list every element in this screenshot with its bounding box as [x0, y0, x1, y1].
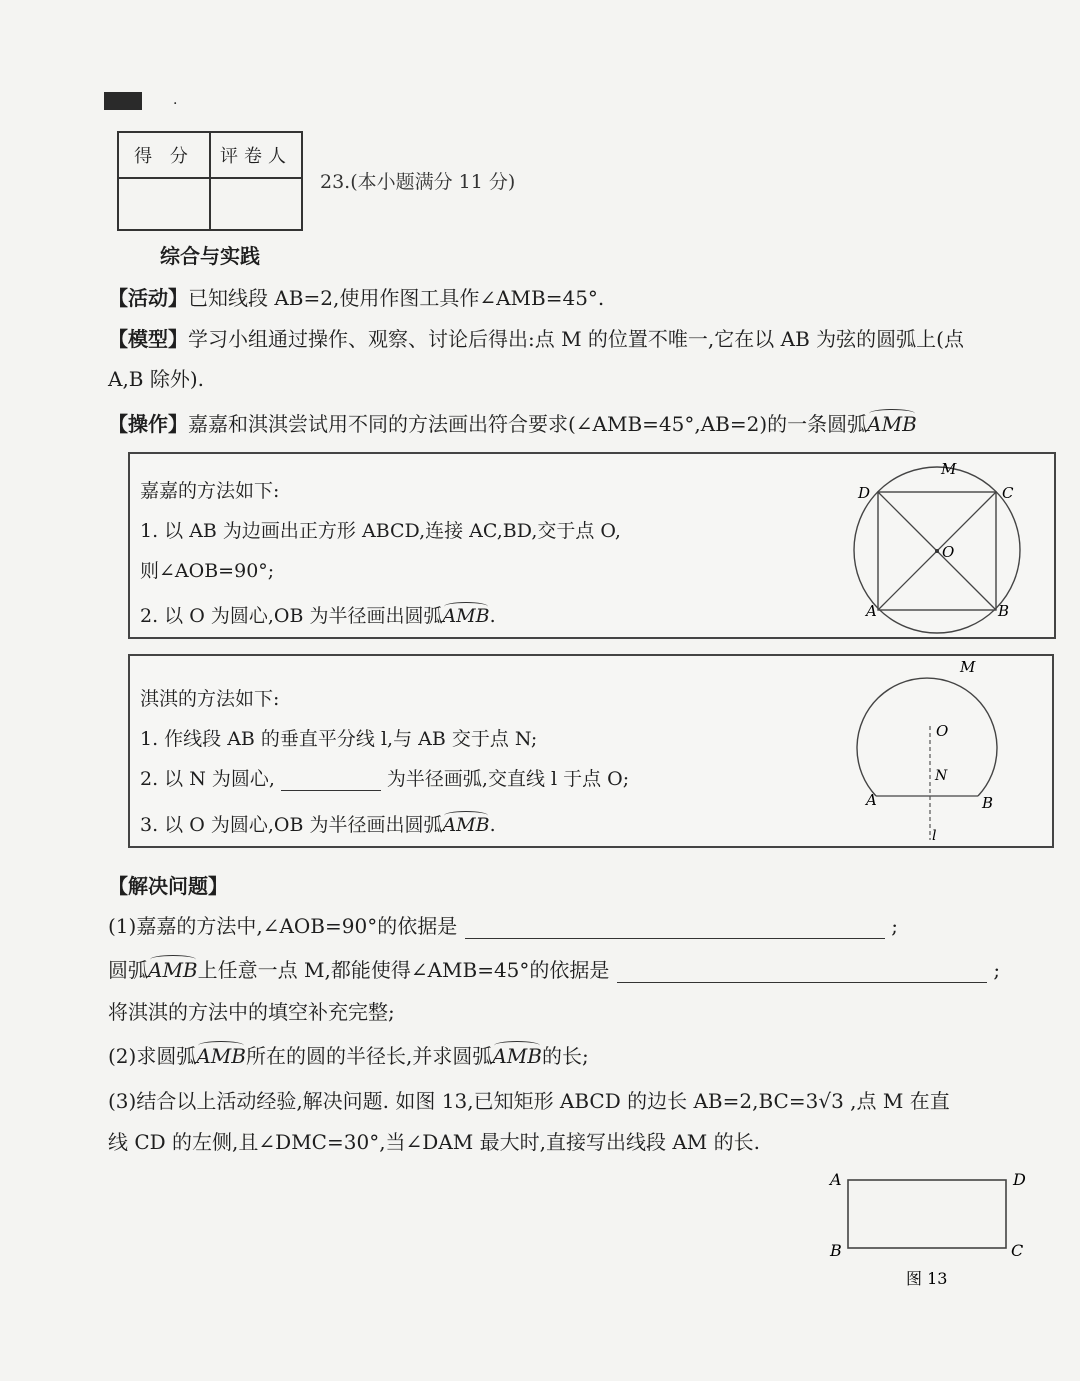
model-tag: 【模型】 [108, 327, 188, 351]
model-text-1: 学习小组通过操作、观察、讨论后得出:点 M 的位置不唯一,它在以 AB 为弦的圆弧上(点 [188, 327, 964, 351]
model-line [108, 323, 964, 352]
fig13-label-b: B [830, 1241, 842, 1260]
jiajia-label-d: D [858, 484, 871, 502]
fig13-label-d: D [1013, 1170, 1026, 1189]
qiqi-step-3: 3. 以 O 为圆心,OB 为半径画出圆弧AMB. [140, 814, 496, 836]
semicolon-1a: ; [891, 914, 898, 938]
question-number: 23.(本小题满分 11 分) [320, 171, 516, 193]
jiajia-label-o: O [942, 543, 955, 561]
solve-tag: 【解决问题】 [108, 874, 228, 898]
operation-tag: 【操作】 [108, 412, 188, 436]
qiqi-radius-blank[interactable] [281, 772, 381, 791]
answer-blank-1a[interactable] [465, 918, 885, 939]
figure-13-caption: 图 13 [906, 1269, 948, 1288]
jiajia-method-box [128, 452, 1056, 639]
jiajia-title: 嘉嘉的方法如下: [140, 480, 280, 502]
question-1a [108, 910, 898, 939]
qiqi-label-b: B [982, 794, 994, 812]
grader-cell[interactable] [210, 178, 302, 230]
jiajia-step-1b: 则∠AOB=90°; [140, 560, 275, 582]
operation-arc-label: AMB [867, 412, 917, 436]
question-1b-pre: 圆弧 [108, 958, 148, 982]
qiqi-label-a: A [866, 791, 877, 809]
score-header: 得 分 [118, 132, 210, 178]
question-1b-text: 上任意一点 M,都能使得∠AMB=45°的依据是 [197, 958, 610, 982]
activity-line [108, 282, 604, 311]
question-2-pre: (2)求圆弧 [108, 1044, 197, 1068]
operation-text: 嘉嘉和淇淇尝试用不同的方法画出符合要求(∠AMB=45°,AB=2)的一条圆弧 [188, 412, 868, 436]
fig13-label-a: A [830, 1170, 842, 1189]
qiqi-method-box [128, 654, 1054, 848]
qiqi-figure [842, 656, 1050, 844]
qiqi-step-2-pre: 2. 以 N 为圆心, [140, 768, 275, 790]
fig13-label-c: C [1011, 1241, 1024, 1260]
operation-line [108, 408, 917, 437]
qiqi-arc-label: AMB [442, 814, 490, 836]
score-table [117, 131, 303, 231]
jiajia-center-point [935, 549, 939, 553]
qiqi-label-o: O [936, 722, 949, 740]
jiajia-step-1: 1. 以 AB 为边画出正方形 ABCD,连接 AC,BD,交于点 O, [140, 520, 621, 542]
question-1b-arc: AMB [148, 958, 198, 982]
score-cell[interactable] [118, 178, 210, 230]
qiqi-step-1: 1. 作线段 AB 的垂直平分线 l,与 AB 交于点 N; [140, 728, 538, 750]
figure-13 [820, 1160, 1040, 1290]
qiqi-label-l: l [932, 828, 937, 844]
jiajia-label-c: C [1002, 484, 1014, 502]
qiqi-step-2 [140, 764, 629, 791]
question-2-mid: 所在的圆的半径长,并求圆弧 [245, 1044, 493, 1068]
qiqi-step-3-text: 3. 以 O 为圆心,OB 为半径画出圆弧 [140, 814, 443, 836]
activity-tag: 【活动】 [108, 286, 188, 310]
qiqi-title: 淇淇的方法如下: [140, 688, 280, 710]
jiajia-label-m: M [941, 460, 957, 478]
question-3a: (3)结合以上活动经验,解决问题. 如图 13,已知矩形 ABCD 的边长 AB=2,BC=3√3 ,点 M 在直 [108, 1089, 950, 1113]
question-3b: 线 CD 的左侧,且∠DMC=30°,当∠DAM 最大时,直接写出线段 AM 的长. [108, 1130, 760, 1154]
jiajia-arc-label: AMB [442, 605, 490, 627]
rectangle-abcd [848, 1180, 1006, 1248]
qiqi-label-n: N [935, 768, 948, 784]
answer-blank-1b[interactable] [617, 962, 987, 983]
model-line-2: A,B 除外). [108, 367, 205, 391]
qiqi-step-2-post: 为半径画弧,交直线 l 于点 O; [386, 768, 630, 790]
grader-header: 评卷人 [210, 132, 302, 178]
question-2-post: 的长; [541, 1044, 589, 1068]
decorative-dot: · [173, 96, 178, 112]
section-marker [104, 92, 142, 110]
question-1c: 将淇淇的方法中的填空补充完整; [108, 1000, 395, 1024]
question-2-arc: AMB [196, 1044, 246, 1068]
question-2-arc-2: AMB [492, 1044, 542, 1068]
jiajia-figure [842, 454, 1052, 635]
jiajia-label-a: A [866, 602, 877, 620]
semicolon-1b: ; [993, 958, 1001, 982]
jiajia-label-b: B [998, 602, 1010, 620]
jiajia-step-2: 2. 以 O 为圆心,OB 为半径画出圆弧AMB. [140, 605, 496, 627]
jiajia-step-2-text: 2. 以 O 为圆心,OB 为半径画出圆弧 [140, 605, 443, 627]
qiqi-label-m: M [960, 658, 976, 676]
question-1b [108, 954, 1000, 983]
question-1a-text: (1)嘉嘉的方法中,∠AOB=90°的依据是 [108, 914, 458, 938]
qiqi-arc [857, 678, 997, 796]
section-title: 综合与实践 [160, 244, 260, 268]
question-2 [108, 1040, 589, 1069]
activity-text: 已知线段 AB=2,使用作图工具作∠AMB=45°. [188, 286, 605, 310]
